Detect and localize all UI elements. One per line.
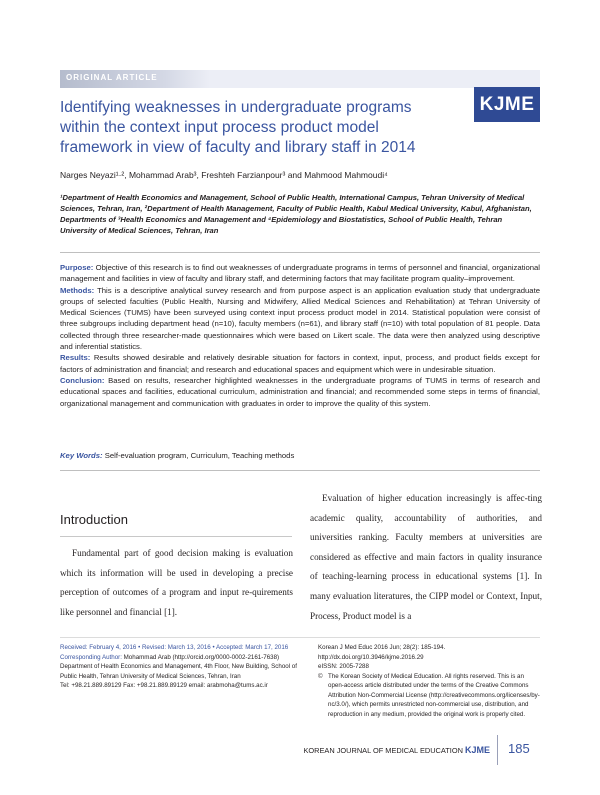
article-dates: Received: February 4, 2016 • Revised: March 13, 2016 • Accepted: March 17, 2016 xyxy=(60,644,289,651)
doi-link[interactable]: http://dx.doi.org/10.3946/kjme.2016.29 xyxy=(318,653,424,661)
author-contact: Tel: +98.21.889.89129 Fax: +98.21.889.89129 email: arabmoha@tums.ac.ir xyxy=(60,682,268,689)
abstract-results xyxy=(60,352,540,375)
corresponding-author-name: Mohammad Arab (http://orcid.org/0000-0002-2161-7638) xyxy=(123,653,280,661)
results-text: Results showed desirable and relatively desirable situation for factors in context, input, process, and product fields except for factors of administration and financial; and research and educational spaces and equipment which were in undesirable situation. xyxy=(60,353,541,374)
keywords xyxy=(60,451,540,460)
citation-footnote xyxy=(318,643,540,719)
page-number: 185 xyxy=(508,741,530,756)
footer-logo: KJME xyxy=(464,745,490,755)
journal-name: KOREAN JOURNAL OF MEDICAL EDUCATION xyxy=(303,746,463,755)
purpose-label: Purpose: xyxy=(60,263,94,272)
body-text-right-column: Evaluation of higher education increasingly is affec-ting academic quality, accountability of authorities, and universities ranking. Faculty members at universities are considered as effective and main factors in quality insurance of teaching-learning process in educational systems [1]. In many evaluation literatures, the CIPP model or Context, Input, Process, Product model is a xyxy=(310,493,542,621)
journal-logo: KJME xyxy=(474,87,540,122)
results-label: Results: xyxy=(60,353,91,363)
copyright-notice xyxy=(318,672,540,720)
article-type-badge xyxy=(60,70,540,88)
body-text-left-column: Fundamental part of good decision making is evaluation which its information will be used in developing a precise perception of outcomes of a program and input re-quirements like personnel and financial [1]. xyxy=(60,548,293,617)
author-list: Narges Neyazi¹·², Mohammad Arab³, Freshteh Farzianpour³ and Mahmood Mahmoudi⁴ xyxy=(60,170,388,180)
abstract xyxy=(60,262,540,409)
purpose-text: Objective of this research is to find out weaknesses of undergraduate programs in terms of personnel and financial, organizational management and facilities in view of faculty and library staff, and determining factors that may facilitate program quality–improvement. xyxy=(60,263,540,284)
corresponding-author xyxy=(60,653,300,663)
copyright-text: The Korean Society of Medical Education. All rights reserved. This is an open-access article distributed under the terms of the Creative Commons Attribution Non-Commercial License (http://creativecommons.org/licenses/by-nc/3.0/), which permits unrestricted non-commercial use, distribution, and reproduction in any medium, provided the original work is properly cited. xyxy=(328,672,540,718)
running-footer xyxy=(290,745,490,755)
abstract-methods xyxy=(60,285,540,353)
conclusion-label: Conclusion: xyxy=(60,375,105,385)
abstract-purpose xyxy=(60,262,540,285)
methods-label: Methods: xyxy=(60,285,95,295)
author-address: Department of Health Economics and Management, 4th Floor, New Building, School of Public Health, Tehran University of Medical Sciences, Tehran, Iran xyxy=(60,663,297,680)
citation: Korean J Med Educ 2016 Jun; 28(2): 185-194. xyxy=(318,644,446,651)
header-divider xyxy=(60,252,540,253)
keywords-text: Self-evaluation program, Curriculum, Teaching methods xyxy=(104,451,295,460)
abstract-conclusion xyxy=(60,375,540,409)
copyright-icon: © xyxy=(318,672,323,680)
author-affiliations: ¹Department of Health Economics and Management, School of Public Health, International Campus, Tehran University of Medical Sciences, Tehran, Iran, ²Department of Health Management, Faculty of Public Health, Kabul Medical University, Kabul, Afghanistan, Departments of ³Health Economics and Management and ⁴Epidemiology and Biostatistics, School of Public Health, Tehran University of Medical Sciences, Tehran, Iran xyxy=(60,193,532,235)
methods-text: This is a descriptive analytical survey research and from purpose aspect is an application evaluation study that undergraduate groups of selected faculties (Public Health, Nursing and Midwifery, Allied Medical Sciences and Rehabilitation) at Tehran University of Medical Sciences (TUMS) have been surveyed using context input process product model in 2014. Statistical population were consist of three subgroups including department head (n=10), faculty members (n=61), and library staff (n=10) with total population of 81 people. Data collected through three researcher-made questionnaires which were based on Likert scale. The data were then analyzed using descriptive and inferential statistics. xyxy=(60,285,540,352)
section-heading-introduction: Introduction xyxy=(60,512,128,527)
conclusion-text: Based on results, researcher highlighted weaknesses in the undergraduate programs of TUMS in terms of research and educational spaces and facilities, educational curriculum, administration and financial; and recommended some steps in terms of financial, organizational management and communication with graduates in order to improve the quality of this system. xyxy=(60,375,540,408)
footnote-divider xyxy=(60,637,540,638)
corresponding-author-label: Corresponding Author: xyxy=(60,653,122,661)
article-title: Identifying weaknesses in undergraduate programs within the context input process product model framework in view of faculty and library staff in 2014 xyxy=(60,99,416,156)
abstract-divider xyxy=(60,470,540,471)
keywords-label: Key Words: xyxy=(60,451,103,460)
section-heading-rule xyxy=(60,536,292,537)
article-info-footnote xyxy=(60,643,300,691)
footer-divider xyxy=(497,735,498,765)
eissn: eISSN: 2005-7288 xyxy=(318,663,369,670)
article-type-label: ORIGINAL ARTICLE xyxy=(66,73,158,82)
